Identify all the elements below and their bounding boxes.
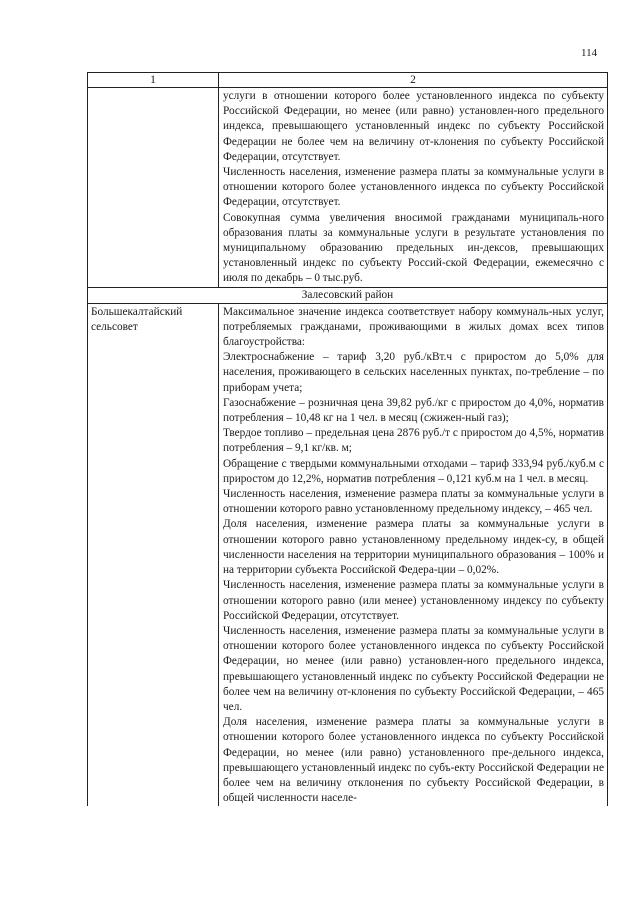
municipality-name: Большекалтайский сельсовет <box>88 303 219 806</box>
continuation-paragraph: услуги в отношении которого более установленного индекса по субъекту Российской Федерации, но менее (или равно) установлен-ного предельного индекса, превышающего установленный индекс по субъекту Российской Федерации не более чем на величину от-клонения по субъекту Российской Федерации, отсутствует. <box>223 90 604 163</box>
column-header-2: 2 <box>219 73 608 88</box>
column-header-1: 1 <box>88 73 219 88</box>
row-paragraph: Доля населения, изменение размера платы за коммунальные услуги в отношении которого равно установленному предельному индек-су, в общей численности населения на территории муниципального образования – 100% и на территории субъекта Российской Федера-ции – 0,02%. <box>223 518 604 577</box>
tariff-index-table <box>87 72 608 806</box>
row-paragraph: Электроснабжение – тариф 3,20 руб./кВт.ч с приростом до 5,0% для населения, проживающего в сельских населенных пунктах, по-требление – по приборам учета; <box>223 351 604 394</box>
row-paragraph: Численность населения, изменение размера платы за коммунальные услуги в отношении которого равно установленному предельному индексу, – 465 чел. <box>223 488 604 516</box>
continuation-text-cell <box>219 88 608 288</box>
row-paragraph: Газоснабжение – розничная цена 39,82 руб./кг с приростом до 4,0%, норматив потребления – 10,48 кг на 1 чел. в месяц (сжижен-ный газ); <box>223 396 604 425</box>
continuation-paragraph: Совокупная сумма увеличения вносимой гражданами муниципаль-ного образования платы за коммунальные услуги в результате установления по муниципальному образованию предельных ин-дексов, превышающих установленный индекс по субъекту Россий-ской Федерации, ежемесячно с июля по декабрь – 0 тыс.руб. <box>223 211 604 285</box>
page-number: 114 <box>581 47 598 59</box>
district-name: Залесовский район <box>88 287 608 303</box>
row-paragraph: Максимальное значение индекса соответствует набору коммуналь-ных услуг, потребляемых гражданами, проживающими в жилых домах всех типов благоустройства: <box>223 305 604 349</box>
row-paragraph: Твердое топливо – предельная цена 2876 руб./т с приростом до 4,5%, норматив потребления – 9,1 кг/кв. м; <box>223 427 604 455</box>
row-paragraph: Обращение с твердыми коммунальными отходами – тариф 333,94 руб./куб.м с приростом до 12,2%, норматив потребления – 0,121 куб.м на 1 чел. в месяц. <box>223 457 604 485</box>
district-header-row <box>88 287 608 303</box>
table-row-municipality <box>88 303 608 806</box>
table-header-row <box>88 73 608 88</box>
municipality-cell-empty <box>88 88 219 288</box>
row-paragraph: Численность населения, изменение размера платы за коммунальные услуги в отношении которого более установленного индекса по субъекту Российской Федерации, но менее (или равно) установлен-ного предельного индекса, превышающего установленный индекс по субъекту Российской Федерации не более чем на величину от-клонения по субъекту Российской Федерации, – 465 чел. <box>223 624 604 713</box>
row-paragraph: Численность населения, изменение размера платы за коммунальные услуги в отношении которого равно (или менее) установленному индексу по субъекту Российской Федерации, отсутствует. <box>223 579 604 622</box>
municipality-text-cell <box>219 303 608 806</box>
continuation-paragraph: Численность населения, изменение размера платы за коммунальные услуги в отношении которого более установленного индекса по субъекту Российской Федерации, отсутствует. <box>223 166 604 209</box>
table-row-continuation <box>88 88 608 288</box>
row-paragraph: Доля населения, изменение размера платы за коммунальные услуги в отношении которого более установленного индекса по субъекту Российской Федерации, но менее (или равно) установленного пре-дельного индекса, превышающего установленный индекс по субъ-екту Российской Федерации не более чем на величину отклонения по субъекту Российской Федерации, в общей численности населе- <box>223 716 604 805</box>
